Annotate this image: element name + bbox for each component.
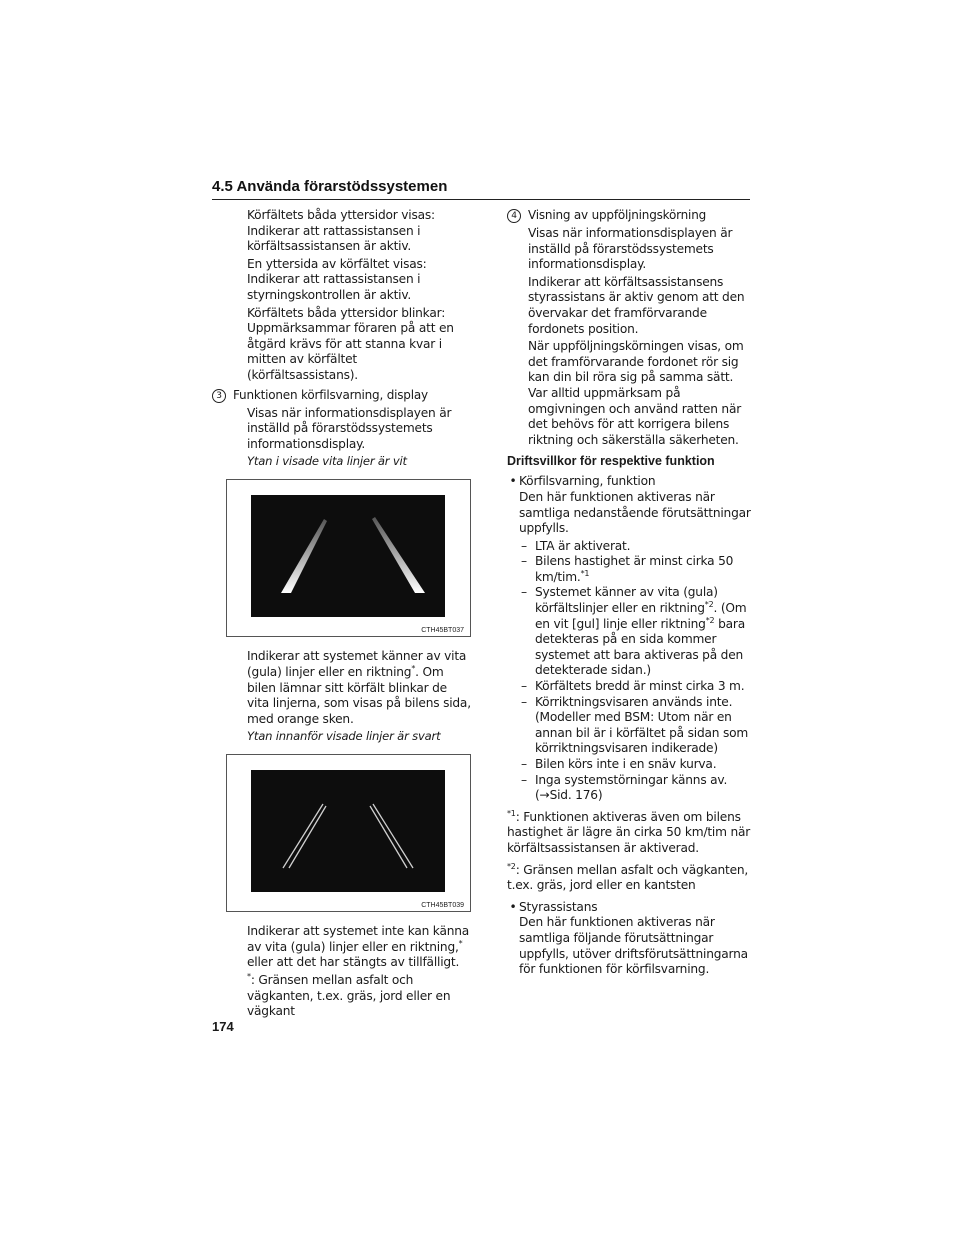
circled-number: 3 bbox=[212, 389, 226, 403]
paragraph: En yttersida av körfältet visas: Indikerar att rattassistansen i styrningskontrollen är aktiv. bbox=[247, 256, 427, 302]
item-title-text: Visning av uppföljningskörning bbox=[528, 208, 707, 222]
figure-code: CTH45BT039 bbox=[421, 902, 464, 910]
figure-caption: Ytan innanför visade linjer är svart bbox=[247, 729, 441, 744]
condition-item: – LTA är aktiverat. bbox=[521, 538, 631, 553]
paragraph: Visas när informationsdisplayen är inställd på förarstödssystemets informationsdisplay. bbox=[528, 226, 733, 272]
conditions-heading: Driftsvillkor för respektive funktion bbox=[507, 454, 715, 469]
footnote: $^{*2}$: Gränsen mellan asfalt och vägkanten, t.ex. gräs, jord eller en kantsten bbox=[507, 861, 749, 893]
paragraph: När uppföljningskörningen visas, om det framförvarande fordonet rör sig kan din bil röra sig på samma sätt. Var alltid uppmärksam på omgivningen och använd ratten när det behövs för att korrigera bilens riktning och säkerställa säkerheten. bbox=[528, 339, 744, 447]
bullet-item: • Styrassistans bbox=[509, 899, 598, 914]
display-figure-outline-lines bbox=[226, 754, 471, 912]
condition-item: – Inga systemstörningar känns av. (→Sid. 176) bbox=[521, 772, 728, 803]
section-title: 4.5 Använda förarstödssystemen bbox=[212, 178, 448, 195]
paragraph: Den här funktionen aktiveras när samtliga nedanstående förutsättningar uppfylls. bbox=[519, 489, 751, 536]
lane-outline-icon bbox=[251, 770, 445, 892]
paragraph: Indikerar att systemet inte kan känna av vita (gula) linjer eller en riktning,* eller att det har stängts av tillfälligt. bbox=[247, 924, 470, 970]
paragraph: Körfältets båda yttersidor visas: Indikerar att rattassistansen i körfältsassistansen är aktiv. bbox=[247, 208, 435, 254]
footnote: $^{*1}$: Funktionen aktiveras även om bilens hastighet är lägre än cirka 50 km/tim när körfältsassistansen är aktiverad. bbox=[507, 808, 751, 855]
condition-item: – Systemet känner av vita (gula) körfältslinjer eller en riktning$^{*2}$. (Om en vit [gul] linje eller riktning$^{*2}$ bara detekteras på en sida kommer systemet att bara aktiveras på den detekterade sidan.) bbox=[521, 585, 747, 678]
condition-item: – Bilens hastighet är minst cirka 50 km/tim.$^{*1}$ bbox=[521, 554, 734, 584]
figure-caption: Ytan i visade vita linjer är vit bbox=[247, 454, 407, 469]
right-column bbox=[507, 208, 753, 980]
item-3-title bbox=[212, 388, 471, 403]
condition-item: – Bilen körs inte i en snäv kurva. bbox=[521, 757, 717, 771]
circled-number: 4 bbox=[507, 209, 521, 223]
footnote: *: Gränsen mellan asfalt och vägkanten, t.ex. gräs, jord eller en vägkant bbox=[247, 972, 451, 1019]
display-screen bbox=[251, 770, 445, 892]
figure-code: CTH45BT037 bbox=[421, 627, 464, 635]
display-screen bbox=[251, 495, 445, 617]
bullet-item: • Körfilsvarning, funktion bbox=[509, 474, 656, 489]
left-column bbox=[216, 208, 471, 1022]
paragraph: Indikerar att systemet känner av vita (gula) linjer eller en riktning*. Om bilen lämnar sitt körfält blinkar de vita linjerna, som visas på bilens sida, med orange sken. bbox=[247, 649, 471, 726]
header-divider bbox=[212, 199, 750, 200]
paragraph: Körfältets båda yttersidor blinkar: Uppmärksammar föraren på att en åtgärd krävs för att stanna kvar i mitten av körfältet (körfältsassistans). bbox=[247, 305, 454, 382]
lane-lines-icon bbox=[251, 495, 445, 617]
paragraph: Den här funktionen aktiveras när samtliga följande förutsättningar uppfylls, utöver driftsförutsättningarna för funktionen för körfilsvarning. bbox=[519, 915, 748, 977]
item-4-title bbox=[507, 208, 753, 223]
page-number: 174 bbox=[212, 1019, 234, 1034]
condition-item: – Körriktningsvisaren används inte. (Modeller med BSM: Utom när en annan bil är i körfältet på sidan som körriktningsvisaren indikerade) bbox=[521, 694, 749, 756]
paragraph: Indikerar att körfältsassistansens styrassistans är aktiv genom att den övervakar det framförvarande fordonets position. bbox=[528, 274, 745, 336]
condition-item: – Körfältets bredd är minst cirka 3 m. bbox=[521, 679, 745, 694]
display-figure-white-lines bbox=[226, 479, 471, 637]
paragraph: Visas när informationsdisplayen är inställd på förarstödssystemets informationsdisplay. bbox=[247, 405, 452, 451]
item-title-text: Funktionen körfilsvarning, display bbox=[233, 387, 428, 402]
